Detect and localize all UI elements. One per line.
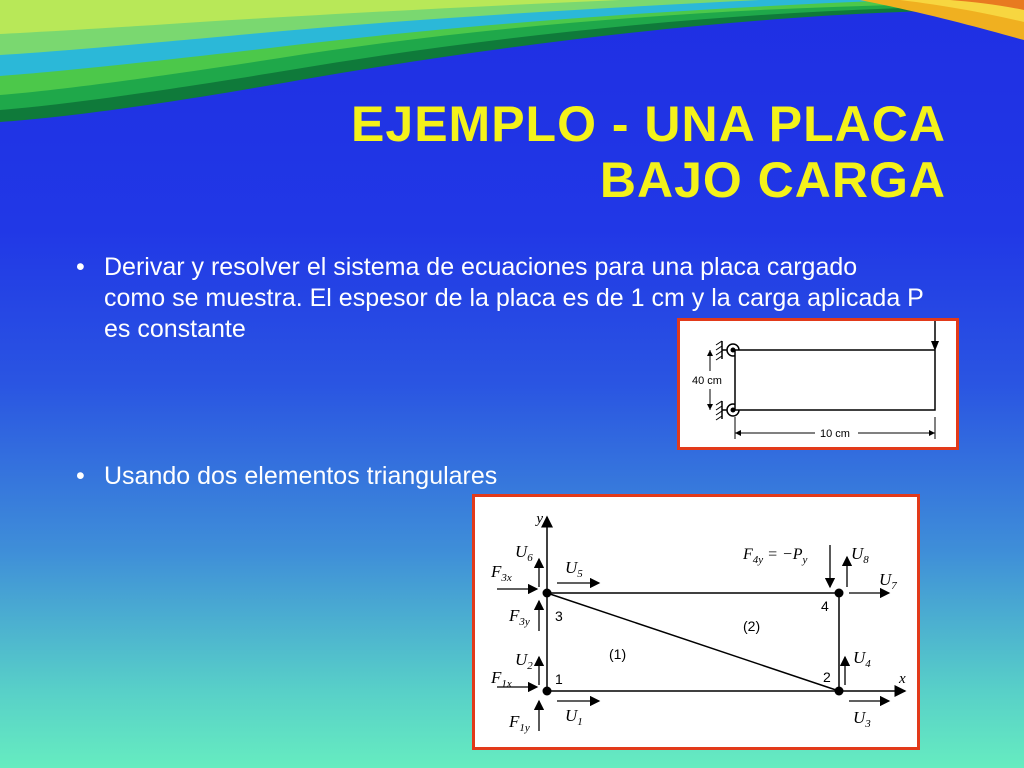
label-U8: $U_8$: [851, 544, 869, 566]
label-U2: $U_2$: [515, 650, 533, 672]
mesh-figure: [472, 494, 920, 750]
bullet-text-2: Usando dos elementos triangulares: [104, 462, 498, 490]
mesh-diagram: [475, 497, 917, 747]
x-axis-label: x: [899, 671, 906, 687]
node-3-label: 3: [555, 608, 563, 624]
plate-figure: [677, 318, 959, 450]
node-4-label: 4: [821, 598, 829, 614]
bullet-item-2: [76, 461, 676, 492]
label-U5: $U_5$: [565, 558, 583, 580]
title-line-2: BAJO CARGA: [599, 152, 946, 208]
slide-title: [246, 96, 946, 208]
bullet-marker: •: [76, 253, 85, 281]
plate-diagram: [680, 321, 956, 447]
label-F3x: $F_{3x}$: [491, 562, 512, 584]
label-F1x: $F_{1x}$: [491, 668, 512, 690]
title-line-1: EJEMPLO - UNA PLACA: [351, 96, 946, 152]
height-label: 40 cm: [692, 375, 722, 387]
label-U3: $U_3$: [853, 708, 871, 730]
element-2-label: (2): [743, 618, 761, 634]
node-2-label: 2: [823, 669, 831, 685]
label-F4y-load: $F_{4y} = -P_y$: [743, 546, 808, 566]
label-F1y: $F_{1y}$: [509, 712, 530, 734]
label-U4: $U_4$: [853, 648, 871, 670]
element-1-label: (1): [609, 646, 627, 662]
label-U6: $U_6$: [515, 542, 533, 564]
y-axis-label: y: [536, 511, 543, 527]
label-U7: $U_7$: [879, 570, 897, 592]
bullet-text-1: Derivar y resolver el sistema de ecuaciones para una placa cargado como se muestra. El espesor de la placa es de 1 cm y la carga aplicada P es constante: [104, 253, 924, 343]
label-F3y: $F_{3y}$: [509, 606, 530, 628]
label-U1: $U_1$: [565, 706, 583, 728]
width-label: 10 cm: [820, 428, 850, 440]
node-1-label: 1: [555, 671, 563, 687]
bullet-marker: •: [76, 462, 85, 490]
